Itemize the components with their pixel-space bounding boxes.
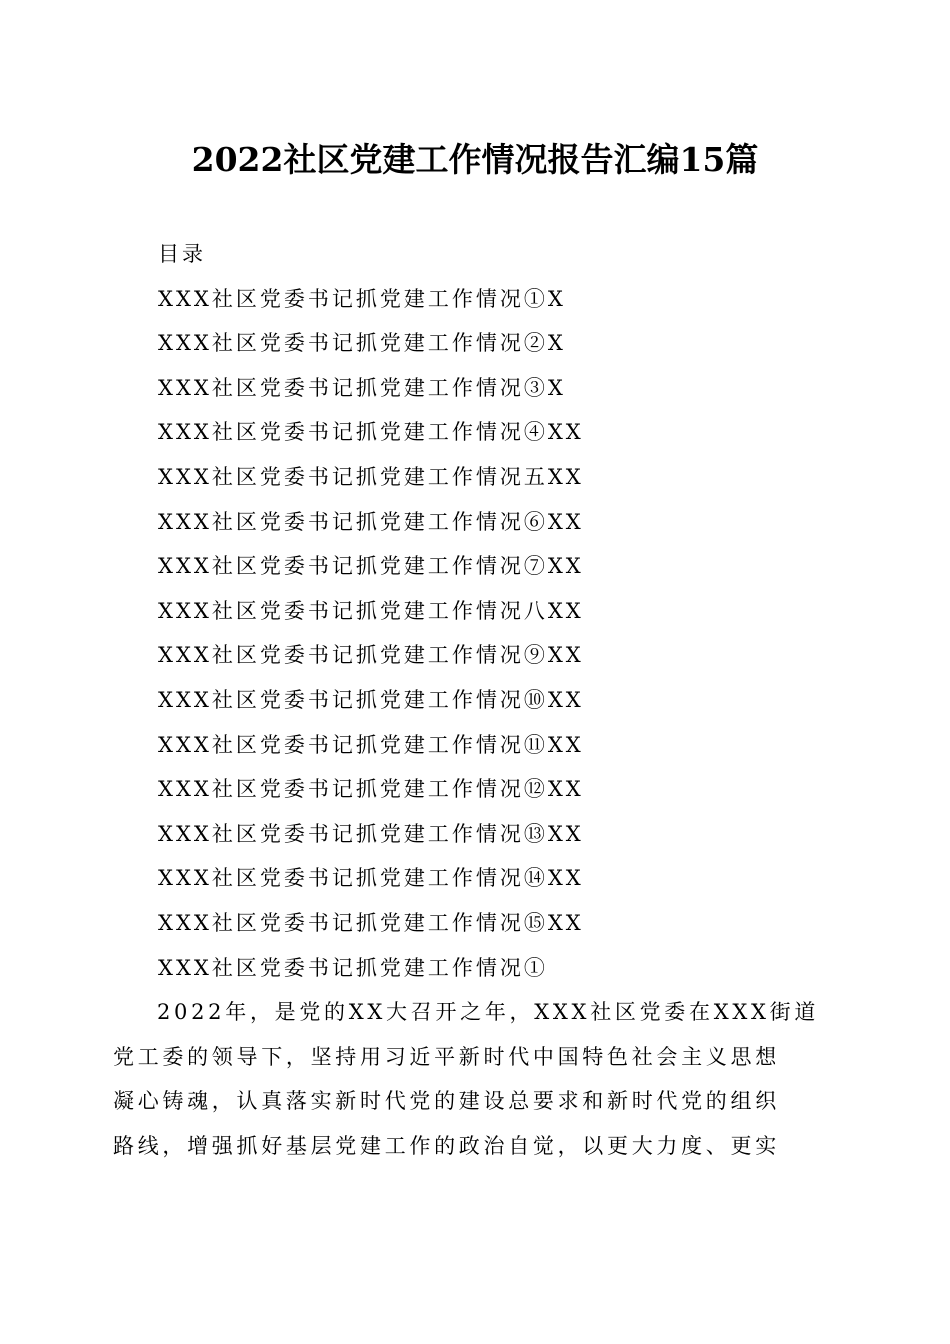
paragraph-line: 2022年，是党的XX大召开之年，XXX社区党委在XXX街道 xyxy=(157,1000,820,1024)
toc-item: XXX社区党委书记抓党建工作情况①X xyxy=(158,286,566,311)
paragraph-line: 路线，增强抓好基层党建工作的政治自觉，以更大力度、更实 xyxy=(113,1133,780,1158)
toc-item: XXX社区党委书记抓党建工作情况⑥XX xyxy=(158,509,584,534)
section-heading: XXX社区党委书记抓党建工作情况① xyxy=(158,955,548,980)
toc-item: XXX社区党委书记抓党建工作情况五XX xyxy=(158,464,584,489)
toc-item: XXX社区党委书记抓党建工作情况⑮XX xyxy=(158,910,584,935)
paragraph-line: 凝心铸魂，认真落实新时代党的建设总要求和新时代党的组织 xyxy=(113,1089,780,1114)
toc-item: XXX社区党委书记抓党建工作情况八XX xyxy=(158,598,584,623)
table-of-contents xyxy=(158,232,878,990)
body-paragraph xyxy=(113,990,827,1168)
toc-item: XXX社区党委书记抓党建工作情况②X xyxy=(158,331,566,356)
toc-item: XXX社区党委书记抓党建工作情况④XX xyxy=(158,420,584,445)
toc-item: XXX社区党委书记抓党建工作情况③X xyxy=(158,375,566,400)
toc-item: XXX社区党委书记抓党建工作情况⑩XX xyxy=(158,687,584,712)
toc-item: XXX社区党委书记抓党建工作情况⑪XX xyxy=(158,732,584,757)
toc-item: XXX社区党委书记抓党建工作情况⑦XX xyxy=(158,554,584,579)
toc-item: XXX社区党委书记抓党建工作情况⑨XX xyxy=(158,643,584,668)
paragraph-line: 党工委的领导下，坚持用习近平新时代中国特色社会主义思想 xyxy=(113,1044,780,1069)
document-title: 2022社区党建工作情况报告汇编15篇 xyxy=(191,140,759,179)
toc-item: XXX社区党委书记抓党建工作情况⑫XX xyxy=(158,777,584,802)
toc-item: XXX社区党委书记抓党建工作情况⑬XX xyxy=(158,821,584,846)
toc-heading: 目录 xyxy=(158,242,206,266)
toc-item: XXX社区党委书记抓党建工作情况⑭XX xyxy=(158,866,584,891)
